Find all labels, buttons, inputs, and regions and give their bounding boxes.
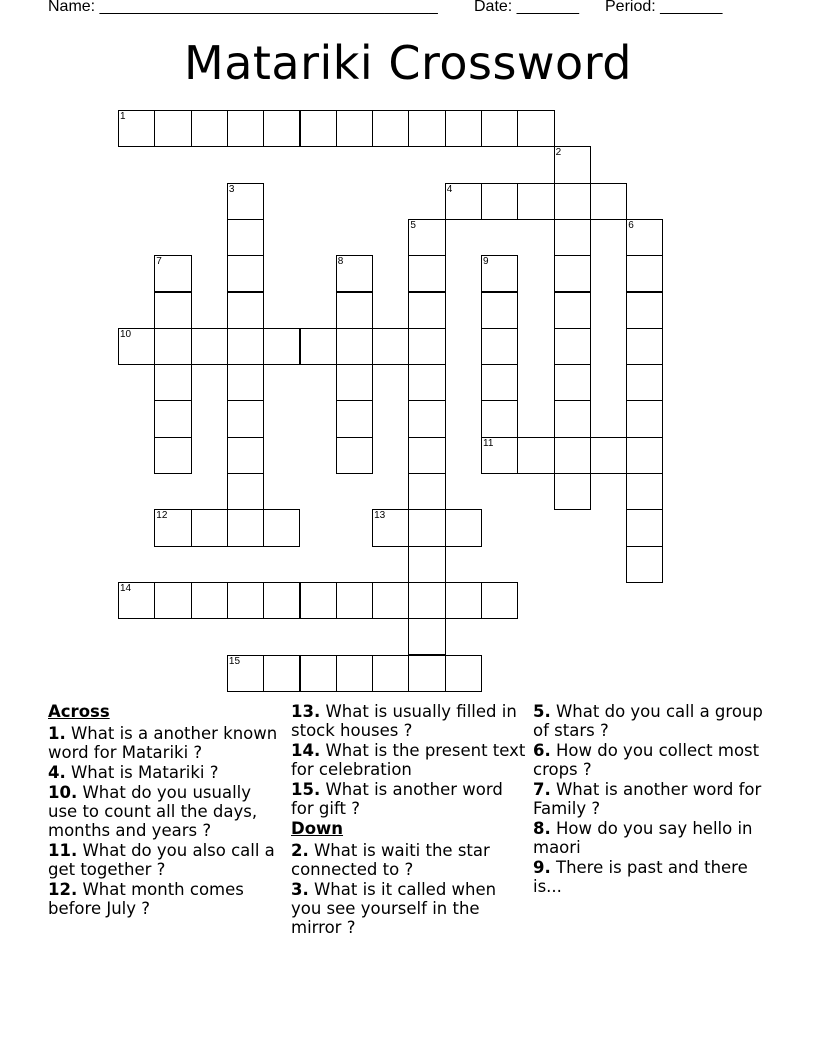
grid-cell[interactable] [408,618,445,655]
grid-cell[interactable] [554,292,591,329]
grid-cell[interactable] [554,400,591,437]
grid-number-11: 11 [483,437,494,449]
grid-cell[interactable] [554,183,591,220]
grid-cell[interactable] [554,364,591,401]
clue-down-7: 7. What is another word for Family ? [533,780,762,818]
clue-across-13: 13. What is usually filled in stock houses ? [291,702,517,740]
grid-cell[interactable] [554,219,591,256]
grid-cell[interactable] [263,582,300,619]
grid-cell[interactable] [227,255,264,292]
grid-cell[interactable] [227,437,264,474]
grid-cell[interactable] [517,183,554,220]
grid-cell[interactable] [408,110,445,147]
grid-cell[interactable] [336,328,373,365]
grid-cell[interactable] [227,219,264,256]
grid-number-3: 3 [228,183,235,195]
grid-cell[interactable] [300,110,337,147]
grid-cell[interactable] [481,110,518,147]
grid-number-13: 13 [374,510,386,522]
clue-down-6: 6. How do you collect most crops ? [533,741,760,779]
grid-cell[interactable] [372,655,409,692]
grid-cell[interactable] [336,655,373,692]
grid-cell[interactable] [626,292,663,329]
clue-across-1: 1. What is a another known word for Matariki ? [48,724,278,762]
grid-cell[interactable] [227,110,264,147]
grid-cell[interactable] [227,582,264,619]
clues-column-2 [291,702,527,938]
grid-cell[interactable] [408,582,445,619]
grid-cell[interactable] [590,183,627,220]
grid-cell[interactable] [626,328,663,365]
grid-cell[interactable] [227,292,264,329]
grid-cell[interactable] [445,655,482,692]
grid-cell[interactable] [626,509,663,546]
grid-number-8: 8 [337,256,344,268]
clue-down-8: 8. How do you say hello in maori [533,819,753,857]
grid-cell[interactable] [154,364,191,401]
clue-across-4: 4. What is Matariki ? [48,763,219,782]
grid-cell[interactable] [481,582,518,619]
clue-across-15: 15. What is another word for gift ? [291,780,503,818]
grid-cell[interactable] [590,437,627,474]
grid-cell[interactable] [154,328,191,365]
grid-cell[interactable] [191,509,228,546]
grid-cell[interactable] [227,509,264,546]
grid-cell[interactable] [626,546,663,583]
grid-cell[interactable] [481,400,518,437]
grid-cell[interactable] [408,655,445,692]
grid-cell[interactable] [626,473,663,510]
grid-number-4: 4 [446,183,453,195]
grid-cell[interactable] [263,110,300,147]
across-heading: Across [48,702,110,721]
grid-cell[interactable] [445,582,482,619]
clue-across-12: 12. What month comes before July ? [48,880,244,918]
grid-cell[interactable] [408,473,445,510]
grid-cell[interactable] [626,255,663,292]
clue-down-9: 9. There is past and there is... [533,858,748,896]
grid-cell[interactable] [154,292,191,329]
grid-cell[interactable] [481,328,518,365]
grid-number-15: 15 [228,655,241,667]
grid-cell[interactable] [336,364,373,401]
grid-cell[interactable] [300,582,337,619]
grid-cell[interactable] [481,292,518,329]
down-heading: Down [291,819,344,838]
date-field-label[interactable]: Date: _______ [474,0,579,15]
grid-number-14: 14 [120,582,132,594]
grid-cell[interactable] [372,582,409,619]
grid-cell[interactable] [481,183,518,220]
grid-cell[interactable] [336,110,373,147]
grid-cell[interactable] [227,400,264,437]
grid-cell[interactable] [372,328,409,365]
grid-cell[interactable] [408,509,445,546]
grid-number-1: 1 [120,111,126,122]
grid-cell[interactable] [445,509,482,546]
grid-cell[interactable] [554,437,591,474]
grid-number-6: 6 [628,219,634,231]
period-field-label[interactable]: Period: _______ [605,0,723,15]
grid-cell[interactable] [154,437,191,474]
clues-column-3 [533,702,773,897]
grid-cell[interactable] [227,473,264,510]
grid-cell[interactable] [517,437,554,474]
grid-cell[interactable] [154,400,191,437]
grid-number-7: 7 [156,256,162,268]
grid-cell[interactable] [481,364,518,401]
clue-across-11: 11. What do you also call a get together ? [48,841,275,879]
grid-cell[interactable] [336,437,373,474]
name-field-label[interactable]: Name: ______________________________________ [48,0,438,15]
clue-down-5: 5. What do you call a group of stars ? [533,702,763,740]
grid-cell[interactable] [191,582,228,619]
grid-cell[interactable] [154,110,191,147]
grid-cell[interactable] [372,110,409,147]
grid-cell[interactable] [408,437,445,474]
grid-cell[interactable] [300,328,337,365]
grid-cell[interactable] [408,255,445,292]
grid-cell[interactable] [626,437,663,474]
grid-number-12: 12 [156,510,168,522]
grid-cell[interactable] [408,364,445,401]
grid-cell[interactable] [263,328,300,365]
grid-cell[interactable] [445,110,482,147]
clue-across-14: 14. What is the present text for celebration [291,741,526,779]
clues-column-1 [48,702,284,919]
grid-cell[interactable] [517,110,554,147]
grid-cell[interactable] [554,473,591,510]
page-title: Matariki Crossword [184,36,632,90]
clue-across-10: 10. What do you usually use to count all the days, months and years ? [48,783,258,840]
grid-cell[interactable] [336,400,373,437]
grid-cell[interactable] [554,328,591,365]
clue-down-2: 2. What is waiti the star connected to ? [291,841,490,879]
grid-cell[interactable] [554,255,591,292]
clue-down-3: 3. What is it called when you see yourself in the mirror ? [291,880,497,937]
grid-number-9: 9 [483,256,489,268]
grid-cell[interactable] [227,364,264,401]
grid-cell[interactable] [408,546,445,583]
grid-cell[interactable] [263,509,300,546]
grid-number-5: 5 [410,219,416,231]
grid-cell[interactable] [336,582,373,619]
grid-number-10: 10 [120,328,132,340]
grid-cell[interactable] [227,328,264,365]
grid-cell[interactable] [626,364,663,401]
grid-cell[interactable] [408,292,445,329]
grid-cell[interactable] [263,655,300,692]
grid-cell[interactable] [408,400,445,437]
grid-cell[interactable] [191,328,228,365]
grid-cell[interactable] [154,582,191,619]
grid-number-2: 2 [555,147,562,159]
grid-cell[interactable] [336,292,373,329]
grid-cell[interactable] [191,110,228,147]
grid-cell[interactable] [300,655,337,692]
grid-cell[interactable] [626,400,663,437]
grid-cell[interactable] [408,328,445,365]
